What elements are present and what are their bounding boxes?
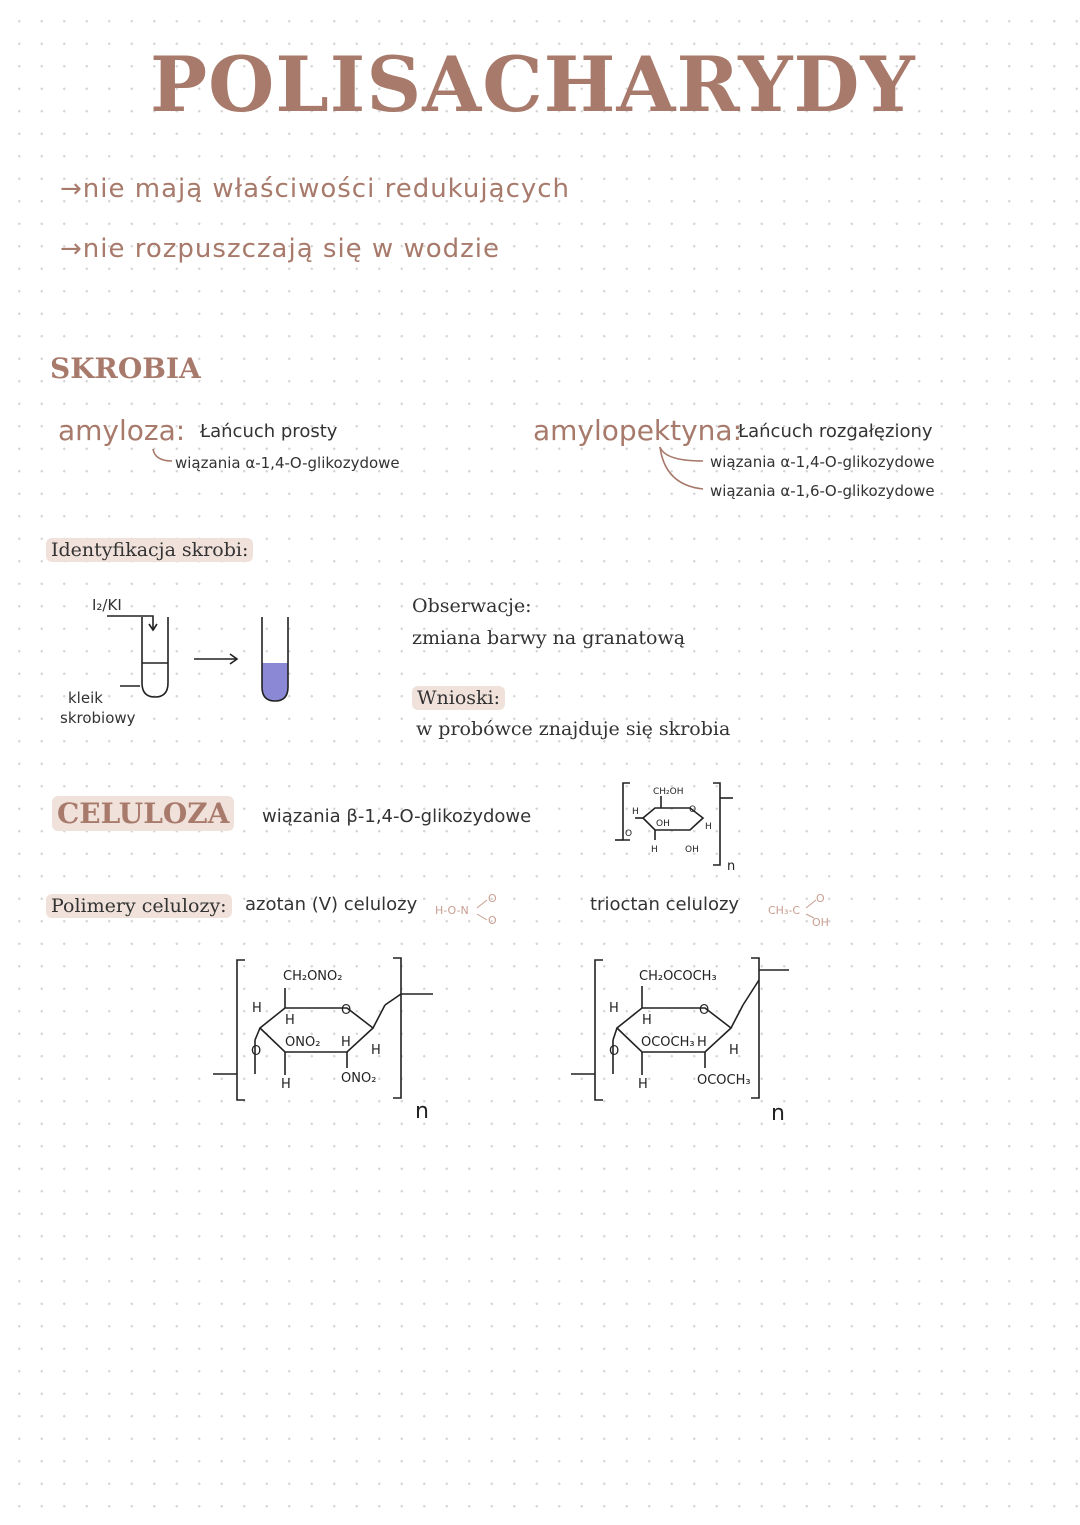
acetate-h1: H bbox=[609, 1001, 619, 1016]
cel-n: n bbox=[727, 859, 736, 874]
section-heading-celuloza: CELULOZA bbox=[52, 796, 234, 831]
nitrate-ch2-group: CH₂ONO₂ bbox=[283, 969, 343, 984]
acetate-ococh3-2: OCOCH₃ bbox=[697, 1073, 751, 1088]
acetate-ch2-group: CH₂OCOCH₃ bbox=[639, 969, 717, 984]
cel-h1: H bbox=[632, 807, 639, 817]
celuloza-bond: wiązania β-1,4-O-glikozydowe bbox=[262, 806, 532, 827]
nitrate-o1: O bbox=[488, 892, 497, 905]
conclusion-heading: Wnioski: bbox=[412, 686, 505, 710]
nitrate-h4: H bbox=[371, 1043, 381, 1058]
amyloza-label: amyloza: bbox=[58, 414, 186, 447]
nitrate-ono2-1: ONO₂ bbox=[285, 1035, 321, 1050]
amylopektyna-bond-1: wiązania α-1,4-O-glikozydowe bbox=[710, 453, 935, 471]
nitrate-o-link: O bbox=[251, 1044, 262, 1059]
observation-text: zmiana barwy na granatową bbox=[412, 627, 686, 649]
amylopektyna-bond-2: wiązania α-1,6-O-glikozydowe bbox=[710, 482, 935, 500]
nitrate-h5: H bbox=[281, 1077, 291, 1092]
acetate-o: O bbox=[816, 892, 825, 905]
property-insoluble: →nie rozpuszczają się w wodzie bbox=[60, 234, 500, 264]
nitrate-h2: H bbox=[285, 1013, 295, 1028]
nitrate-n: n bbox=[415, 1099, 429, 1124]
acetate-h5: H bbox=[638, 1077, 648, 1092]
nitrate-ring-o: O bbox=[341, 1003, 352, 1018]
cel-o: O bbox=[689, 805, 697, 815]
acetate-o-link: O bbox=[609, 1044, 620, 1059]
acetate-h2: H bbox=[642, 1013, 652, 1028]
reagent-label: I₂/KI bbox=[92, 596, 122, 614]
nitrate-formula-text: H-O-N bbox=[435, 904, 469, 917]
acetate-h3: H bbox=[697, 1035, 707, 1050]
observation-heading: Obserwacje: bbox=[412, 595, 532, 617]
acetate-oh: OH bbox=[812, 916, 829, 929]
amyloza-chain: Łańcuch prosty bbox=[200, 421, 338, 442]
amylopektyna-chain: Łańcuch rozgałęziony bbox=[738, 421, 933, 442]
substrate-line-1: kleik bbox=[68, 689, 103, 707]
section-heading-skrobia: SKROBIA bbox=[50, 352, 201, 385]
tube-solution bbox=[262, 663, 288, 701]
nitrate-o2: O bbox=[488, 914, 497, 927]
cel-h3: H bbox=[651, 845, 658, 855]
cel-h2: H bbox=[705, 822, 712, 832]
nitrate-structure bbox=[205, 950, 445, 1130]
nitrate-formula bbox=[435, 888, 510, 928]
acetate-ococh3-1: OCOCH₃ bbox=[641, 1035, 695, 1050]
property-no-reducing: →nie mają właściwości redukujących bbox=[60, 174, 571, 204]
conclusion-text: w probówce znajduje się skrobia bbox=[416, 718, 731, 740]
acetate-label: trioctan celulozy bbox=[590, 894, 740, 915]
acetate-h4: H bbox=[729, 1043, 739, 1058]
cel-o2: O bbox=[625, 829, 633, 839]
substrate-line-2: skrobiowy bbox=[60, 709, 136, 727]
acetate-formula-text: CH₃-C bbox=[768, 904, 801, 917]
acetate-ring-o: O bbox=[699, 1003, 710, 1018]
polymers-heading: Polimery celulozy: bbox=[46, 894, 232, 918]
nitrate-h1: H bbox=[252, 1001, 262, 1016]
acetate-formula bbox=[768, 888, 848, 928]
cel-oh1: OH bbox=[656, 819, 670, 829]
acetate-n: n bbox=[771, 1101, 785, 1126]
identification-heading: Identyfikacja skrobi: bbox=[46, 538, 253, 562]
acetate-structure bbox=[565, 950, 815, 1130]
cel-ch2oh: CH₂OH bbox=[653, 787, 684, 797]
cel-oh2: OH bbox=[685, 845, 699, 855]
substrate-label bbox=[60, 688, 136, 728]
amylopektyna-arrows bbox=[655, 445, 715, 495]
nitrate-label: azotan (V) celulozy bbox=[245, 894, 418, 915]
page-title: POLISACHARYDY bbox=[150, 40, 916, 129]
nitrate-ono2-2: ONO₂ bbox=[341, 1071, 377, 1086]
amyloza-bond: wiązania α-1,4-O-glikozydowe bbox=[175, 454, 400, 472]
celuloza-structure bbox=[615, 780, 745, 875]
nitrate-h3: H bbox=[341, 1035, 351, 1050]
amylopektyna-label: amylopektyna: bbox=[533, 414, 743, 447]
